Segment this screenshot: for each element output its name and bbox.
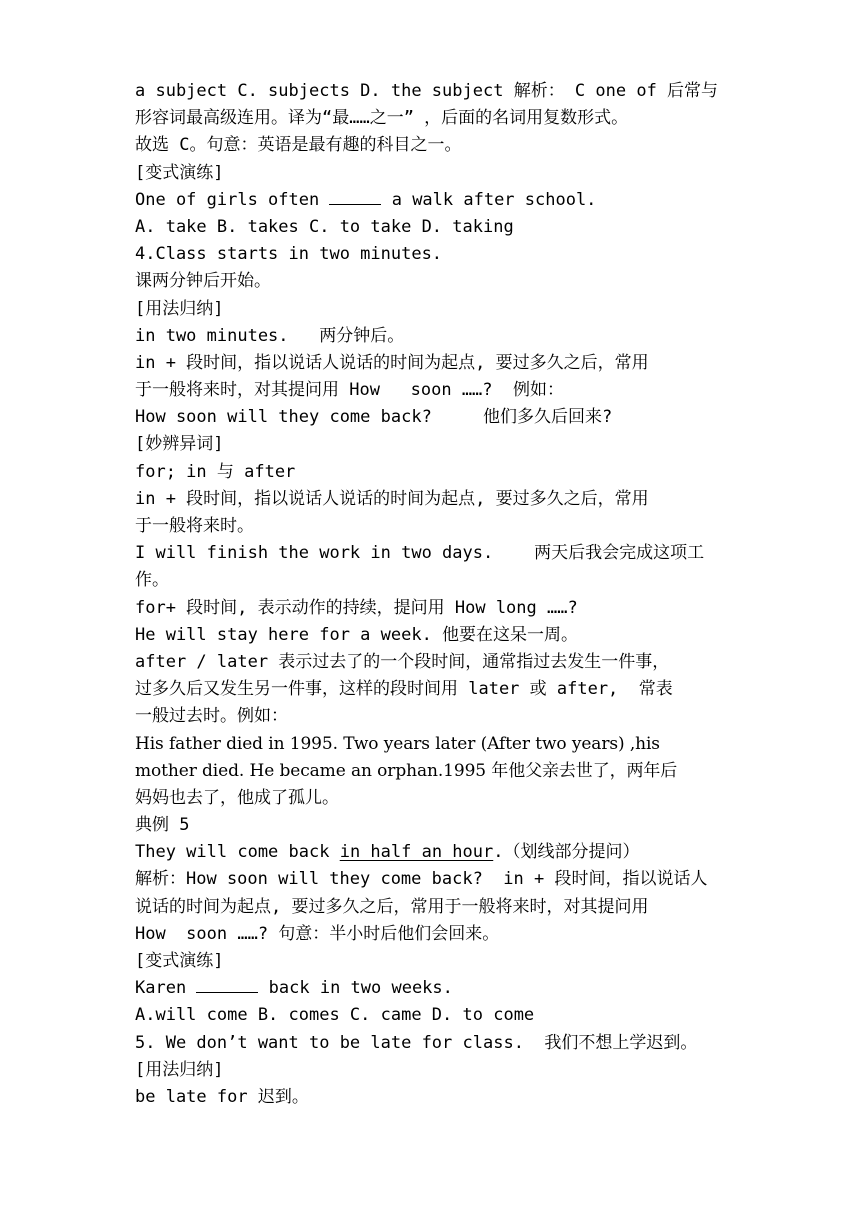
answer-options: A.will come B. comes C. came D. to come xyxy=(135,1005,535,1026)
question-text: They will come back xyxy=(135,842,340,863)
section-heading-variant-exercise: [变式演练] xyxy=(135,162,224,183)
text-line: 于一般将来时，对其提问用 How soon ……? 例如： xyxy=(135,380,564,401)
text-line: His father died in 1995. Two years later (After two years) ,his xyxy=(135,733,660,754)
question-text: Karen xyxy=(135,978,197,999)
text-line: 解析：How soon will they come back? in + 段时间，指以说话人 xyxy=(135,869,708,890)
exercise-question xyxy=(135,187,760,214)
text-line: How soon will they come back? 他们多久后回来? xyxy=(135,407,613,428)
text-line: 说话的时间为起点, 要过多久之后，常用于一般将来时，对其提问用 xyxy=(135,896,649,917)
text-line: 形容词最高级连用。译为“最……之一” ，后面的名词用复数形式。 xyxy=(135,108,629,129)
text-line: be late for 迟到。 xyxy=(135,1086,309,1107)
text-line: in two minutes. 两分钟后。 xyxy=(135,325,405,346)
section-heading-usage: [用法归纳] xyxy=(135,1059,224,1080)
example-sentence: 4.Class starts in two minutes. xyxy=(135,244,443,265)
text-line: in + 段时间，指以说话人说话的时间为起点, 要过多久之后，常用 xyxy=(135,488,649,509)
document-page xyxy=(135,78,760,1111)
example-sentence: 5. We don’t want to be late for class. 我们不想上学迟到。 xyxy=(135,1032,698,1053)
section-heading-usage: [用法归纳] xyxy=(135,298,224,319)
example-heading: 典例 5 xyxy=(135,815,190,836)
text-line: How soon ……? 句意：半小时后他们会回来。 xyxy=(135,923,500,944)
text-line: in + 段时间，指以说话人说话的时间为起点, 要过多久之后，常用 xyxy=(135,352,649,373)
text-line: 过多久后又发生另一件事，这样的段时间用 later 或 after, 常表 xyxy=(135,679,673,700)
text-line: for; in 与 after xyxy=(135,461,296,482)
answer-options: A. take B. takes C. to take D. taking xyxy=(135,216,514,237)
underlined-phrase: in half an hour xyxy=(339,842,494,863)
question-text: One of girls often xyxy=(135,189,320,210)
text-line: after / later 表示过去了的一个段时间，通常指过去发生一件事， xyxy=(135,651,670,672)
question-text: .（划线部分提问） xyxy=(493,842,640,863)
text-line: 妈妈也去了，他成了孤儿。 xyxy=(135,787,339,808)
text-line: 故选 C。句意：英语是最有趣的科目之一。 xyxy=(135,135,462,156)
text-line: He will stay here for a week. 他要在这呆一周。 xyxy=(135,624,579,645)
section-heading-variant-exercise: [变式演练] xyxy=(135,951,224,971)
question-text: back in two weeks. xyxy=(258,978,453,999)
text-line: 一般过去时。例如： xyxy=(135,706,288,727)
text-line: 于一般将来时。 xyxy=(135,516,254,536)
answer-blank xyxy=(196,978,258,993)
answer-blank xyxy=(329,190,381,205)
section-heading-distinguish: [妙辨异词] xyxy=(135,434,224,455)
text-line: mother died. He became an orphan.1995 年他父亲去世了，两年后 xyxy=(135,760,678,781)
text-line: a subject C. subjects D. the subject 解析： C one of 后常与 xyxy=(135,81,719,101)
text-line: for+ 段时间, 表示动作的持续，提问用 How long ……? xyxy=(135,597,578,618)
exercise-question xyxy=(135,975,760,1002)
translation: 课两分钟后开始。 xyxy=(135,271,271,292)
text-line: 作。 xyxy=(135,570,169,591)
example-question xyxy=(135,839,760,866)
question-text: a walk after school. xyxy=(381,189,597,210)
text-line: I will finish the work in two days. 两天后我会完成这项工 xyxy=(135,543,705,564)
